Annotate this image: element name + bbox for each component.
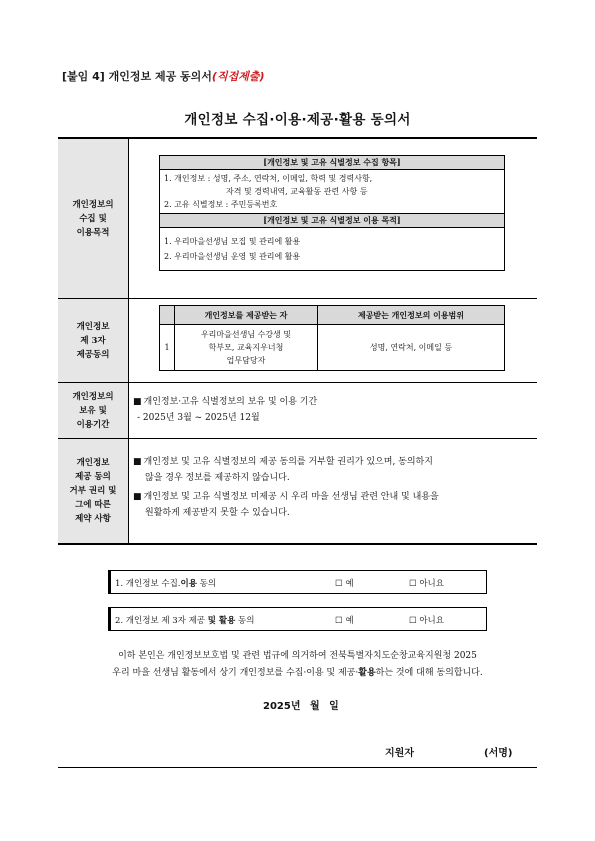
square-bullet-icon: ■ bbox=[133, 492, 142, 502]
refusal-text bbox=[133, 454, 439, 521]
collection-label: 개인정보의 수집 및 이용목적 bbox=[72, 199, 114, 238]
refusal-p2-line-2: 원활하게 제공받지 못할 수 있습니다. bbox=[145, 508, 290, 518]
consent-third-party-yes-checkbox[interactable]: ☐ 예 bbox=[335, 616, 354, 626]
signature-rule bbox=[58, 767, 537, 768]
closing-line-2-emphasis: 활용 bbox=[358, 668, 376, 678]
refusal-p2-line-1: 개인정보 및 고유 식별정보 미제공 시 우리 마을 선생님 관련 안내 및 내용을 bbox=[143, 492, 439, 502]
third-party-recipient bbox=[175, 325, 318, 371]
third-party-no-header bbox=[160, 306, 175, 325]
consent-collection-no-checkbox[interactable]: ☐ 아니요 bbox=[409, 579, 444, 589]
collection-purpose-1: 1. 우리마을선생님 모집 및 관리에 활용 bbox=[164, 237, 301, 246]
form-divider-1 bbox=[58, 298, 537, 299]
refusal-p1-line-1: 개인정보 및 고유 식별정보의 제공 동의를 거부할 권리가 있으며, 동의하지 bbox=[143, 457, 433, 467]
attachment-label: [붙임 4] 개인정보 제공 동의서 bbox=[62, 70, 212, 83]
collection-purpose-2: 2. 우리마을선생님 운영 및 관리에 활용 bbox=[164, 252, 301, 261]
consent-third-party-no-checkbox[interactable]: ☐ 아니요 bbox=[409, 616, 444, 626]
collection-item-2: 2. 고유 식별정보 : 주민등록번호 bbox=[164, 200, 278, 209]
collection-items-cell bbox=[160, 170, 505, 214]
collection-item-1: 1. 개인정보 : 성명, 주소, 연락처, 이메일, 학력 및 경력사항, bbox=[164, 174, 373, 183]
third-party-scope: 성명, 연락처, 이메일 등 bbox=[318, 325, 505, 371]
collection-table bbox=[159, 155, 505, 271]
collection-purpose-cell bbox=[160, 228, 505, 271]
retention-line-1: 개인정보·고유 식별정보의 보유 및 이용 기간 bbox=[143, 397, 318, 407]
recipient-line-1: 우리마을선생님 수강생 및 bbox=[200, 330, 292, 339]
third-party-table bbox=[159, 305, 505, 371]
form-divider-2 bbox=[58, 382, 537, 383]
signing-date: 2025년 월 일 bbox=[263, 701, 339, 712]
consent-label-emphasis: 이용 bbox=[180, 579, 197, 589]
form-bottom-rule bbox=[58, 543, 537, 545]
recipient-line-2: 학부모, 교육지우너청 bbox=[208, 343, 284, 352]
closing-line-1: 이하 본인은 개인정보보호법 및 관련 법규에 의거하여 전북특별자치도순창교육지원청 2025 bbox=[118, 651, 477, 661]
square-bullet-icon: ■ bbox=[133, 457, 142, 467]
collection-items-header: [개인정보 및 고유 식별정보 수집 항목] bbox=[160, 156, 505, 170]
consent-box-third-party bbox=[108, 607, 487, 631]
third-party-label-cell bbox=[58, 299, 128, 382]
third-party-row-no: 1 bbox=[160, 325, 175, 371]
form-column-divider bbox=[128, 139, 129, 543]
consent-third-party-label bbox=[115, 614, 254, 626]
retention-label: 개인정보의 보유 및 이용기간 bbox=[72, 391, 114, 430]
consent-label-part: 1. 개인정보 수집. bbox=[115, 579, 181, 589]
square-bullet-icon: ■ bbox=[133, 397, 142, 407]
third-party-label: 개인정보 제 3자 제공동의 bbox=[76, 321, 110, 360]
retention-text bbox=[133, 394, 317, 426]
collection-label-cell bbox=[58, 139, 128, 298]
third-party-recipient-header: 개인정보를 제공받는 자 bbox=[175, 306, 318, 325]
closing-line-2 bbox=[0, 665, 595, 681]
attachment-note: (직접제출) bbox=[211, 70, 265, 83]
refusal-p1-line-2: 않을 경우 정보를 제공하지 않습니다. bbox=[145, 473, 290, 483]
document-title: 개인정보 수집·이용·제공·활용 동의서 bbox=[184, 112, 411, 128]
attachment-heading bbox=[62, 68, 264, 84]
collection-item-1-cont: 자격 및 경력내역, 교육활동 관련 사항 등 bbox=[226, 187, 368, 196]
refusal-label: 개인정보 제공 동의 거부 권리 및 그에 따른 제약 사항 bbox=[69, 458, 117, 524]
closing-line-2-part: 우리 마을 선생님 활동에서 상기 개인정보를 수집·이용 및 제공· bbox=[112, 668, 359, 678]
consent-label-part: 동의 bbox=[235, 616, 255, 626]
recipient-line-3: 업무담당자 bbox=[226, 356, 266, 365]
form-top-rule bbox=[58, 137, 537, 139]
signature-label: (서명) bbox=[484, 748, 513, 759]
form-divider-3 bbox=[58, 438, 537, 439]
third-party-scope-header: 제공받는 개인정보의 이용범위 bbox=[318, 306, 505, 325]
consent-label-part: 2. 개인정보 제 3자 제공 bbox=[115, 616, 208, 626]
consent-box-collection bbox=[108, 570, 487, 594]
collection-purpose-header: [개인정보 및 고유 식별정보 이용 목적] bbox=[160, 214, 505, 228]
consent-label-emphasis: 및 활용 bbox=[207, 616, 236, 626]
closing-line-2-part: 하는 것에 대해 동의합니다. bbox=[375, 668, 483, 678]
retention-line-2: - 2025년 3월 ~ 2025년 12월 bbox=[137, 413, 260, 423]
retention-label-cell bbox=[58, 383, 128, 438]
consent-label-part: 동의 bbox=[196, 579, 217, 589]
applicant-label: 지원자 bbox=[385, 748, 414, 759]
refusal-label-cell bbox=[58, 439, 128, 543]
consent-collection-label bbox=[115, 577, 216, 589]
consent-collection-yes-checkbox[interactable]: ☐ 예 bbox=[335, 579, 354, 589]
